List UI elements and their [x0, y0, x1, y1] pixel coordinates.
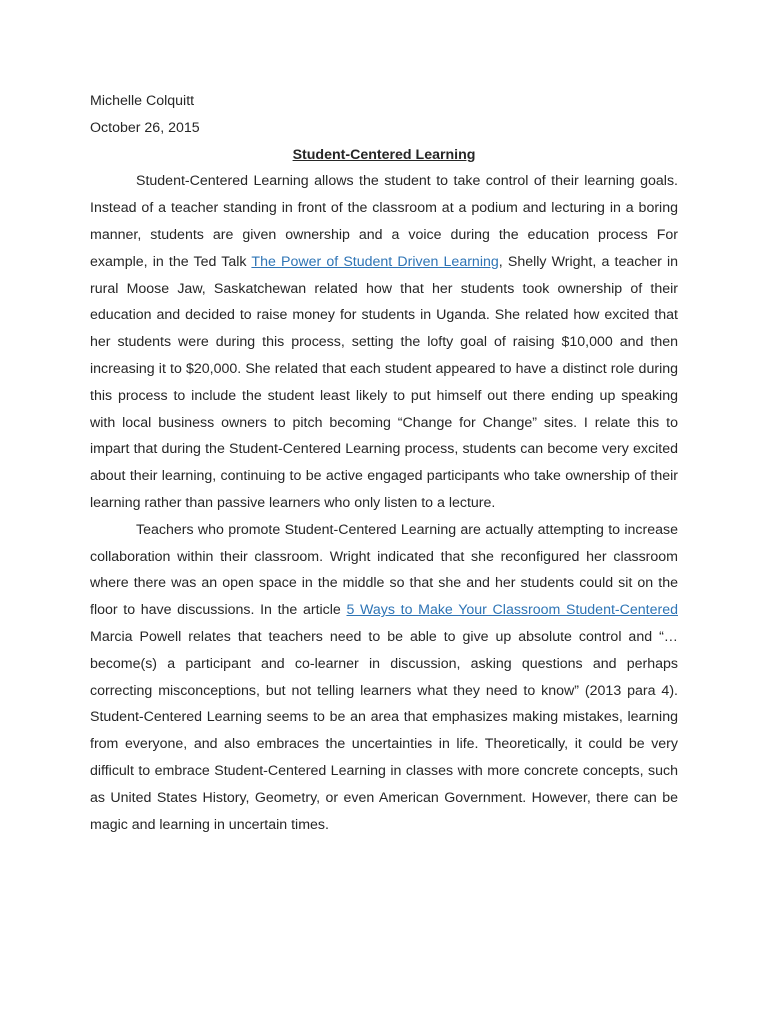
author-name: Michelle Colquitt: [90, 93, 195, 109]
paragraph-2-text-start: Teachers who promote Student-Centered Learning are actually attempting to increase collaboration within their classroom. Wright indicated that she reconfigured her classroom where there was an open space in the middle so that she and her students could sit on the floor to have discussions. In the article: [90, 521, 678, 619]
paragraph-2-text-end: Marcia Powell relates that teachers need to be able to give up absolute control and “…become(s) a participant and co-learner in discussion, asking questions and perhaps correcting misconceptions, but not telling learners what they need to know” (2013 para 4). Student-Centered Learning seems to be an area that emphasizes making mistakes, learning from everyone, and also embraces the uncertainties in life. Theoretically, it could be very difficult to embrace Student-Centered Learning in classes with more concrete concepts, such as United States History, Geometry, or even American Government. However, there can be magic and learning in uncertain times.: [90, 628, 678, 833]
body-paragraph-1: [90, 168, 678, 516]
ted-talk-link[interactable]: The Power of Student Driven Learning: [251, 253, 499, 270]
document-title: Student-Centered Learning: [292, 146, 476, 163]
document-page: [90, 88, 678, 838]
body-paragraph-2: [90, 517, 678, 839]
paragraph-1-text-start: Student-Centered Learning allows the student to take control of their learning goals. Instead of a teacher standing in front of the classroom at a podium and lecturing in a boring manner, students are given ownership and a voice during the education process For example, in the Ted Talk: [90, 173, 678, 270]
article-link[interactable]: 5 Ways to Make Your Classroom Student-Centered: [346, 602, 678, 619]
paragraph-1-text-end: , Shelly Wright, a teacher in rural Moose Jaw, Saskatchewan related how that her students took ownership of their education and decided to raise money for students in Uganda. She related how excited that her students were during this process, setting the lofty goal of raising $10,000 and then increasing it to $20,000. She related that each student appeared to have a distinct role during this process to include the student least likely to put himself out there ending up speaking with local business owners to pitch becoming “Change for Change” sites. I relate this to impart that during the Student-Centered Learning process, students can become very excited about their learning, continuing to be active engaged participants who take ownership of their learning rather than passive learners who only listen to a lecture.: [90, 253, 679, 511]
document-date: October 26, 2015: [90, 119, 200, 136]
